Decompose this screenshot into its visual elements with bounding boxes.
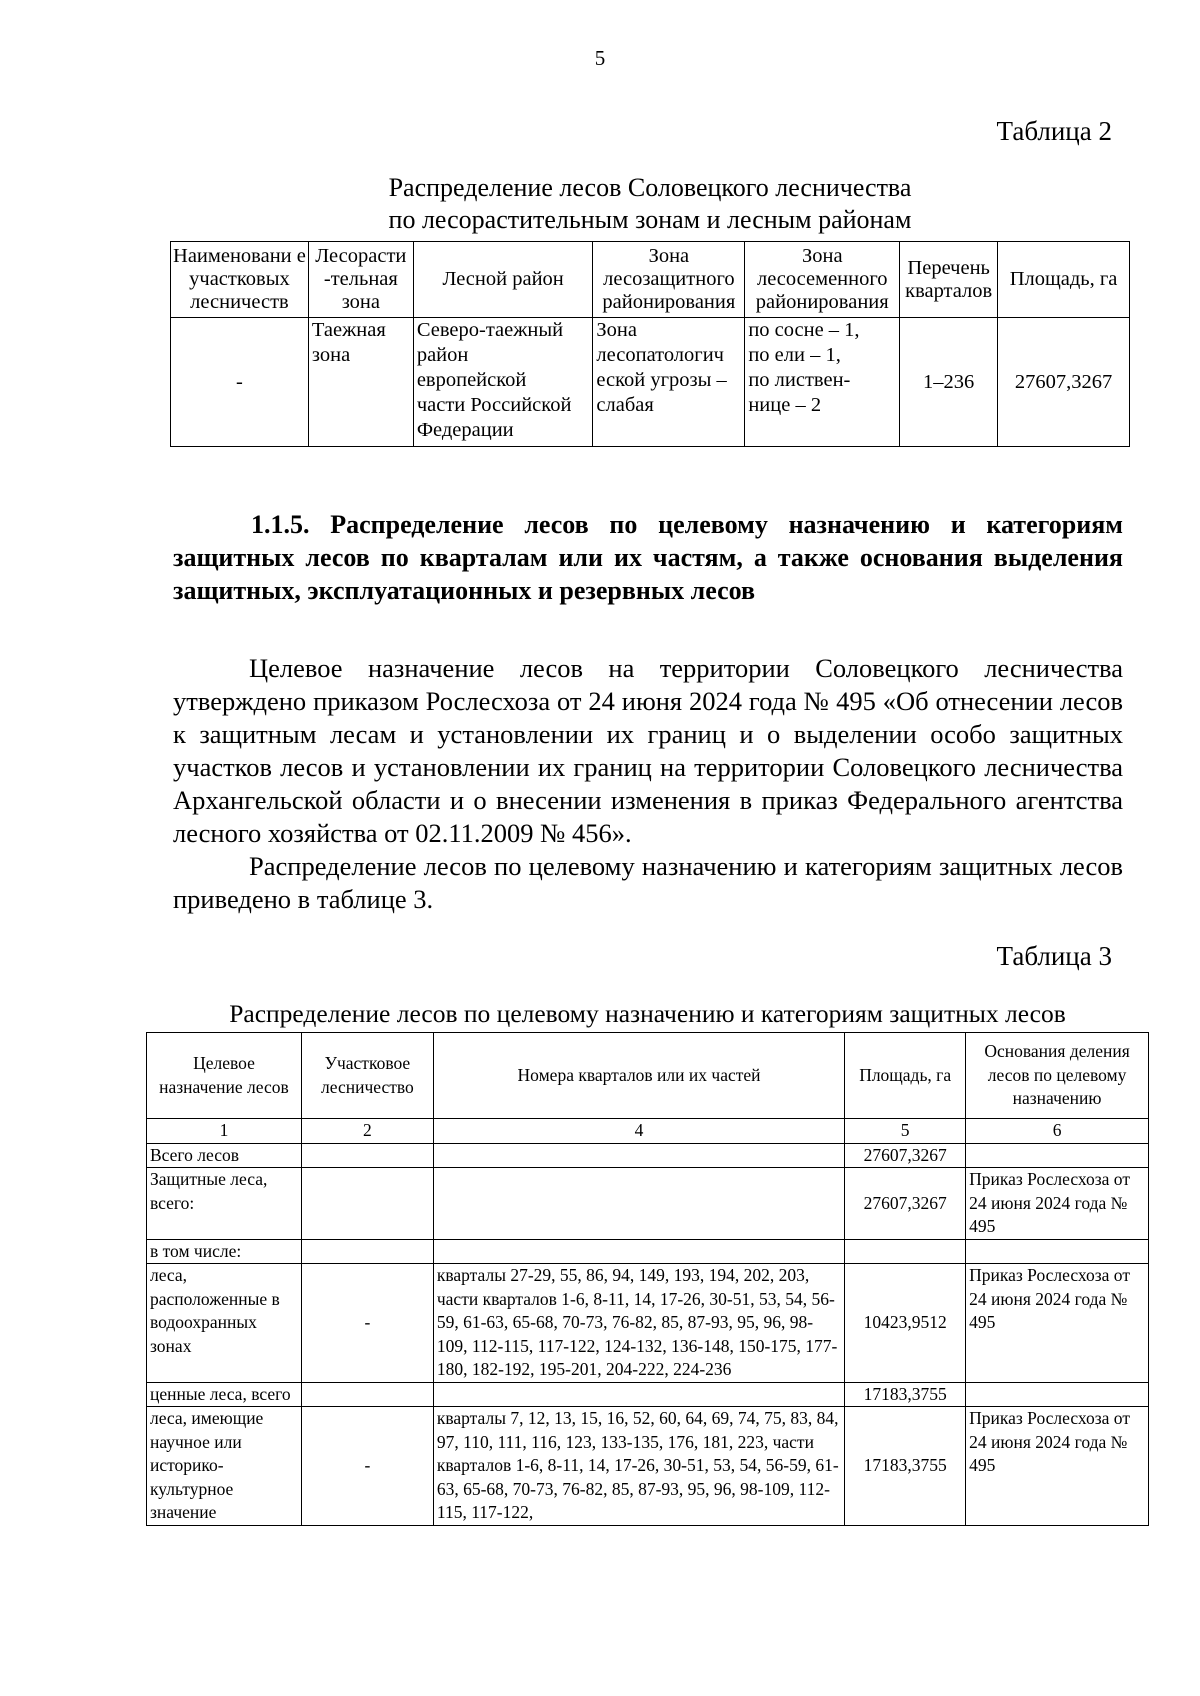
seed-line: по сосне – 1, bbox=[748, 319, 860, 341]
basis-cell bbox=[966, 1382, 1149, 1407]
table2-header-cell: Перечень кварталов bbox=[900, 242, 998, 318]
quarters-cell bbox=[433, 1143, 844, 1168]
protection-line: лесопатологич bbox=[596, 344, 724, 366]
region-line: Федерации bbox=[416, 419, 514, 441]
quarters-cell: кварталы 27-29, 55, 86, 94, 149, 193, 194, 202, 203, части кварталов 1-6, 8-11, 14, 17-26, 30-51, 53, 54, 56-59, 61-63, 65-68, 70-73, 76-82, 85, 87-93, 95, 96, 98-109, 112-115, 117-122, 124-132, 136-148, 150-175, 177-180, 182-192, 195-201, 204-222, 224-236 bbox=[433, 1264, 844, 1383]
table-row bbox=[147, 1143, 1149, 1168]
table3-label: Таблица 3 bbox=[996, 941, 1112, 971]
column-number: 6 bbox=[966, 1119, 1149, 1144]
table3 bbox=[146, 1032, 1149, 1526]
table3-header-area: Площадь, га bbox=[845, 1033, 966, 1119]
table2-row bbox=[171, 318, 1130, 447]
basis-cell: Приказ Рослесхоза от 24 июня 2024 года № 495 bbox=[966, 1407, 1149, 1526]
seed-line: по листвен- bbox=[748, 369, 851, 391]
protection-zone-cell bbox=[593, 318, 745, 447]
region-line: Северо-таежный bbox=[416, 319, 564, 341]
purpose-cell: леса, имеющие научное или историко-культурное значение bbox=[147, 1407, 302, 1526]
area-cell: 27607,3267 bbox=[998, 318, 1130, 447]
table2-header-cell: Площадь, га bbox=[998, 242, 1130, 318]
purpose-cell: Защитные леса, всего: bbox=[147, 1168, 302, 1240]
basis-cell: Приказ Рослесхоза от 24 июня 2024 года № 495 bbox=[966, 1264, 1149, 1383]
area-cell: 27607,3267 bbox=[845, 1143, 966, 1168]
basis-cell bbox=[966, 1239, 1149, 1264]
district-cell bbox=[301, 1239, 433, 1264]
area-cell: 17183,3755 bbox=[845, 1407, 966, 1526]
zone-line: зона bbox=[311, 344, 351, 366]
column-number: 2 bbox=[301, 1119, 433, 1144]
quarters-cell: 1–236 bbox=[900, 318, 998, 447]
quarters-cell bbox=[433, 1239, 844, 1264]
table3-header-basis: Основания деления лесов по целевому назначению bbox=[966, 1033, 1149, 1119]
district-cell bbox=[301, 1143, 433, 1168]
seed-zone-cell bbox=[745, 318, 900, 447]
area-cell: 10423,9512 bbox=[845, 1264, 966, 1383]
district-forestry-cell: - bbox=[171, 318, 309, 447]
purpose-cell: Всего лесов bbox=[147, 1143, 302, 1168]
protection-line: еской угрозы – bbox=[596, 369, 727, 391]
district-cell: - bbox=[301, 1407, 433, 1526]
table3-caption: Распределение лесов по целевому назначению и категориям защитных лесов bbox=[229, 999, 1066, 1028]
purpose-cell: ценные леса, всего bbox=[147, 1382, 302, 1407]
seed-line: по ели – 1, bbox=[748, 344, 841, 366]
basis-cell: Приказ Рослесхоза от 24 июня 2024 года № 495 bbox=[966, 1168, 1149, 1240]
table2-header-cell: Зона лесозащитного районирования bbox=[593, 242, 745, 318]
section-heading-text: 1.1.5. Распределение лесов по целевому назначению и категориям защитных лесов по кварталам или их частям, а также основания выделения защитных, эксплуатационных и резервных лесов bbox=[173, 510, 1123, 605]
region-line: район bbox=[416, 344, 469, 366]
district-cell: - bbox=[301, 1264, 433, 1383]
region-line: европейской bbox=[416, 369, 527, 391]
paragraph-purpose: Целевое назначение лесов на территории Соловецкого лесничества утверждено приказом Рослесхоза от 24 июня 2024 года № 495 «Об отнесении лесов к защитным лесам и установлении их границ и о выделении особо защитных участков лесов и установлении их границ на территории Соловецкого лесничества Архангельской области и о внесении изменения в приказ Федерального агентства лесного хозяйства от 02.11.2009 № 456». bbox=[173, 653, 1123, 848]
table2-label: Таблица 2 bbox=[996, 116, 1112, 146]
table2-header-cell: Наименовани е участковых лесничеств bbox=[171, 242, 309, 318]
area-cell: 17183,3755 bbox=[845, 1382, 966, 1407]
table-row bbox=[147, 1239, 1149, 1264]
table-row bbox=[147, 1407, 1149, 1526]
forest-region-cell bbox=[413, 318, 593, 447]
area-cell bbox=[845, 1239, 966, 1264]
seed-line: нице – 2 bbox=[748, 394, 822, 416]
table-row bbox=[147, 1264, 1149, 1383]
table2-header-cell: Лесорасти -тельная зона bbox=[308, 242, 413, 318]
column-number: 1 bbox=[147, 1119, 302, 1144]
zone-line: Таежная bbox=[311, 319, 386, 341]
table-row bbox=[147, 1168, 1149, 1240]
table2-caption-line2: по лесорастительным зонам и лесным районам bbox=[388, 205, 912, 234]
table2-caption bbox=[300, 172, 1000, 236]
protection-line: слабая bbox=[596, 394, 654, 416]
page-number: 5 bbox=[594, 46, 606, 70]
district-cell bbox=[301, 1168, 433, 1240]
area-cell: 27607,3267 bbox=[845, 1168, 966, 1240]
region-line: части Российской bbox=[416, 394, 572, 416]
column-number: 4 bbox=[433, 1119, 844, 1144]
table2-header-cell: Лесной район bbox=[413, 242, 593, 318]
column-number: 5 bbox=[845, 1119, 966, 1144]
table2-caption-line1: Распределение лесов Соловецкого лесничества bbox=[388, 173, 912, 202]
forest-zone-cell bbox=[308, 318, 413, 447]
table3-header-quarters: Номера кварталов или их частей bbox=[433, 1033, 844, 1119]
basis-cell bbox=[966, 1143, 1149, 1168]
table-row bbox=[147, 1382, 1149, 1407]
quarters-cell: кварталы 7, 12, 13, 15, 16, 52, 60, 64, 69, 74, 75, 83, 84, 97, 110, 111, 116, 123, 133-135, 176, 181, 223, части кварталов 1-6, 8-11, 14, 17-26, 30-51, 53, 54, 56-59, 61-63, 65-68, 70-73, 76-82, 85, 87-93, 95, 96, 98-109, 112-115, 117-122, bbox=[433, 1407, 844, 1526]
quarters-cell bbox=[433, 1382, 844, 1407]
purpose-cell: в том числе: bbox=[147, 1239, 302, 1264]
table2 bbox=[170, 241, 1130, 447]
quarters-cell bbox=[433, 1168, 844, 1240]
district-cell bbox=[301, 1382, 433, 1407]
table3-header-purpose: Целевое назначение лесов bbox=[147, 1033, 302, 1119]
paragraph-distribution: Распределение лесов по целевому назначению и категориям защитных лесов приведено в таблице 3. bbox=[173, 851, 1123, 914]
table2-header-cell: Зона лесосеменного районирования bbox=[745, 242, 900, 318]
purpose-cell: леса, расположенные в водоохранных зонах bbox=[147, 1264, 302, 1383]
protection-line: Зона bbox=[596, 319, 637, 341]
section-heading bbox=[173, 508, 1123, 607]
table3-header-district: Участковое лесничество bbox=[301, 1033, 433, 1119]
